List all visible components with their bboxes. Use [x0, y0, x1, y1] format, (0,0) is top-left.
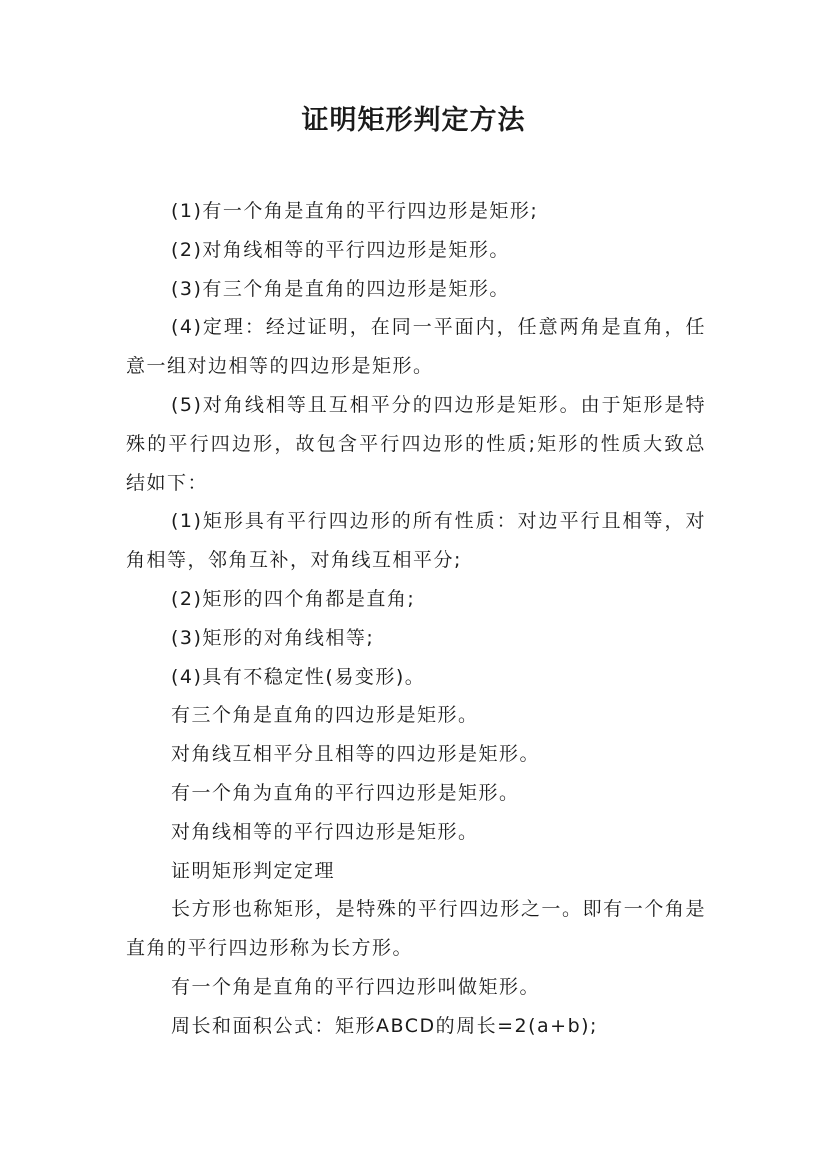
paragraph: (1)矩形具有平行四边形的所有性质：对边平行且相等，对角相等，邻角互补，对角线互相平分; [126, 510, 706, 572]
paragraph: 有三个角是直角的四边形是矩形。 [171, 704, 479, 727]
document-title: 证明矩形判定方法 [301, 105, 526, 136]
paragraph: 长方形也称矩形，是特殊的平行四边形之一。即有一个角是直角的平行四边形称为长方形。 [126, 898, 706, 960]
paragraph: (5)对角线相等且互相平分的四边形是矩形。由于矩形是特殊的平行四边形，故包含平行四边形的性质;矩形的性质大致总结如下： [126, 393, 706, 494]
paragraph: 对角线相等的平行四边形是矩形。 [171, 820, 479, 843]
paragraph: (3)有三个角是直角的四边形是矩形。 [171, 277, 510, 300]
paragraph: (4)定理：经过证明，在同一平面内，任意两角是直角，任意一组对边相等的四边形是矩形。 [126, 316, 706, 378]
paragraph: 有一个角为直角的平行四边形是矩形。 [171, 781, 520, 804]
paragraph: 有一个角是直角的平行四边形叫做矩形。 [171, 975, 541, 998]
paragraph: 证明矩形判定定理 [171, 859, 336, 882]
paragraph: (2)矩形的四个角都是直角; [171, 587, 416, 610]
paragraph: 周长和面积公式：矩形ABCD的周长=2(a+b); [171, 1014, 598, 1037]
paragraph: (3)矩形的对角线相等; [171, 626, 375, 649]
paragraph: (1)有一个角是直角的平行四边形是矩形; [171, 200, 539, 222]
paragraph: 对角线互相平分且相等的四边形是矩形。 [171, 743, 541, 766]
document-body [126, 192, 706, 1046]
paragraph: (4)具有不稳定性(易变形)。 [171, 665, 426, 688]
paragraph: (2)对角线相等的平行四边形是矩形。 [171, 238, 510, 261]
